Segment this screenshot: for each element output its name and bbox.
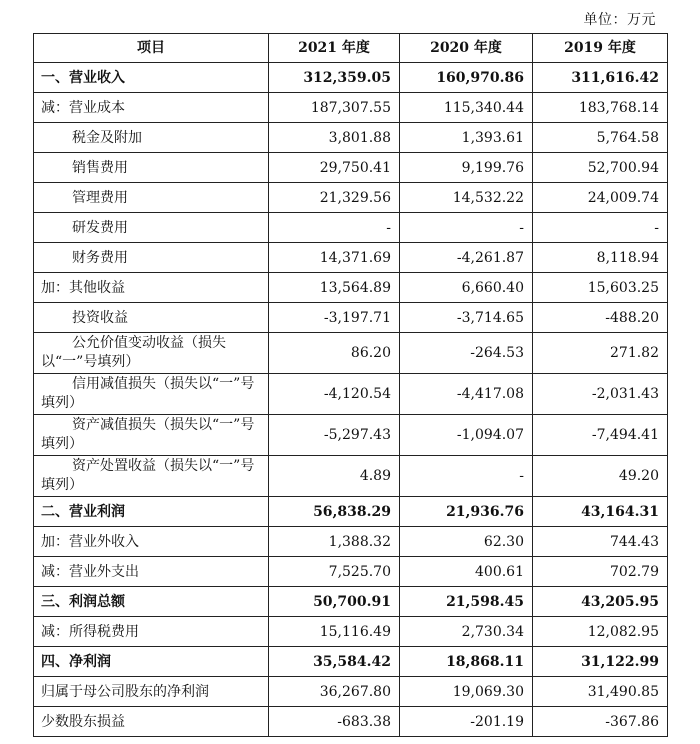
row-label: 加：其他收益 bbox=[34, 273, 269, 303]
value-2019: 31,122.99 bbox=[533, 647, 668, 677]
value-2021: 56,838.29 bbox=[269, 497, 400, 527]
value-2021: 312,359.05 bbox=[269, 63, 400, 93]
row-label: 信用减值损失（损失以“一”号填列） bbox=[34, 374, 269, 415]
row-label: 税金及附加 bbox=[34, 123, 269, 153]
table-row bbox=[34, 183, 668, 213]
value-2020: 19,069.30 bbox=[400, 677, 533, 707]
table-row bbox=[34, 63, 668, 93]
table-row bbox=[34, 415, 668, 456]
value-2019: 24,009.74 bbox=[533, 183, 668, 213]
row-label: 公允价值变动收益（损失以“一”号填列） bbox=[34, 333, 269, 374]
value-2021: 187,307.55 bbox=[269, 93, 400, 123]
table-row bbox=[34, 557, 668, 587]
value-2020: -201.19 bbox=[400, 707, 533, 737]
value-2020: 1,393.61 bbox=[400, 123, 533, 153]
unit-label: 单位：万元 bbox=[583, 12, 656, 28]
table-row bbox=[34, 707, 668, 737]
value-2020: -1,094.07 bbox=[400, 415, 533, 456]
value-2020: - bbox=[400, 456, 533, 497]
row-label: 销售费用 bbox=[34, 153, 269, 183]
table-row bbox=[34, 647, 668, 677]
row-label: 财务费用 bbox=[34, 243, 269, 273]
header-2019: 2019 年度 bbox=[533, 34, 668, 63]
value-2021: 50,700.91 bbox=[269, 587, 400, 617]
value-2021: 21,329.56 bbox=[269, 183, 400, 213]
value-2021: 13,564.89 bbox=[269, 273, 400, 303]
value-2019: 5,764.58 bbox=[533, 123, 668, 153]
value-2020: 18,868.11 bbox=[400, 647, 533, 677]
value-2021: 1,388.32 bbox=[269, 527, 400, 557]
value-2021: 15,116.49 bbox=[269, 617, 400, 647]
table-row bbox=[34, 333, 668, 374]
value-2020: -264.53 bbox=[400, 333, 533, 374]
value-2021: -5,297.43 bbox=[269, 415, 400, 456]
value-2021: 36,267.80 bbox=[269, 677, 400, 707]
row-label: 一、营业收入 bbox=[34, 63, 269, 93]
table-row bbox=[34, 153, 668, 183]
header-2020: 2020 年度 bbox=[400, 34, 533, 63]
row-label: 加：营业外收入 bbox=[34, 527, 269, 557]
value-2019: -367.86 bbox=[533, 707, 668, 737]
value-2020: 14,532.22 bbox=[400, 183, 533, 213]
row-label: 四、净利润 bbox=[34, 647, 269, 677]
value-2019: 43,205.95 bbox=[533, 587, 668, 617]
table-row bbox=[34, 497, 668, 527]
table-row bbox=[34, 617, 668, 647]
value-2021: 7,525.70 bbox=[269, 557, 400, 587]
value-2019: 43,164.31 bbox=[533, 497, 668, 527]
value-2021: 14,371.69 bbox=[269, 243, 400, 273]
value-2020: 400.61 bbox=[400, 557, 533, 587]
value-2019: - bbox=[533, 213, 668, 243]
income-statement-table bbox=[33, 33, 668, 737]
value-2021: 3,801.88 bbox=[269, 123, 400, 153]
value-2019: 15,603.25 bbox=[533, 273, 668, 303]
value-2021: - bbox=[269, 213, 400, 243]
value-2020: 62.30 bbox=[400, 527, 533, 557]
row-label: 资产处置收益（损失以“一”号填列） bbox=[34, 456, 269, 497]
row-label: 减：营业成本 bbox=[34, 93, 269, 123]
table-row bbox=[34, 273, 668, 303]
value-2020: 21,936.76 bbox=[400, 497, 533, 527]
table-row bbox=[34, 374, 668, 415]
value-2020: -4,261.87 bbox=[400, 243, 533, 273]
value-2020: 6,660.40 bbox=[400, 273, 533, 303]
table-row bbox=[34, 243, 668, 273]
row-label: 少数股东损益 bbox=[34, 707, 269, 737]
value-2021: 86.20 bbox=[269, 333, 400, 374]
row-label: 管理费用 bbox=[34, 183, 269, 213]
value-2019: 31,490.85 bbox=[533, 677, 668, 707]
row-label: 研发费用 bbox=[34, 213, 269, 243]
table-row bbox=[34, 93, 668, 123]
value-2019: 8,118.94 bbox=[533, 243, 668, 273]
value-2020: 9,199.76 bbox=[400, 153, 533, 183]
value-2020: 115,340.44 bbox=[400, 93, 533, 123]
value-2019: -7,494.41 bbox=[533, 415, 668, 456]
header-item: 项目 bbox=[34, 34, 269, 63]
value-2019: 744.43 bbox=[533, 527, 668, 557]
table-header-row bbox=[34, 34, 668, 63]
table-row bbox=[34, 303, 668, 333]
value-2020: 2,730.34 bbox=[400, 617, 533, 647]
row-label: 减：营业外支出 bbox=[34, 557, 269, 587]
value-2020: -4,417.08 bbox=[400, 374, 533, 415]
value-2020: 160,970.86 bbox=[400, 63, 533, 93]
row-label: 资产减值损失（损失以“一”号填列） bbox=[34, 415, 269, 456]
value-2019: -488.20 bbox=[533, 303, 668, 333]
header-2021: 2021 年度 bbox=[269, 34, 400, 63]
value-2021: 29,750.41 bbox=[269, 153, 400, 183]
value-2021: 4.89 bbox=[269, 456, 400, 497]
table-row bbox=[34, 123, 668, 153]
row-label: 投资收益 bbox=[34, 303, 269, 333]
value-2020: - bbox=[400, 213, 533, 243]
value-2019: 702.79 bbox=[533, 557, 668, 587]
value-2019: 52,700.94 bbox=[533, 153, 668, 183]
row-label: 二、营业利润 bbox=[34, 497, 269, 527]
value-2021: -3,197.71 bbox=[269, 303, 400, 333]
value-2021: -683.38 bbox=[269, 707, 400, 737]
table-row bbox=[34, 527, 668, 557]
row-label: 减：所得税费用 bbox=[34, 617, 269, 647]
row-label: 三、利润总额 bbox=[34, 587, 269, 617]
value-2019: 49.20 bbox=[533, 456, 668, 497]
value-2019: 271.82 bbox=[533, 333, 668, 374]
table-row bbox=[34, 213, 668, 243]
value-2021: -4,120.54 bbox=[269, 374, 400, 415]
table-row bbox=[34, 587, 668, 617]
table-row bbox=[34, 456, 668, 497]
value-2019: 311,616.42 bbox=[533, 63, 668, 93]
value-2019: -2,031.43 bbox=[533, 374, 668, 415]
value-2019: 183,768.14 bbox=[533, 93, 668, 123]
value-2019: 12,082.95 bbox=[533, 617, 668, 647]
value-2020: 21,598.45 bbox=[400, 587, 533, 617]
value-2021: 35,584.42 bbox=[269, 647, 400, 677]
value-2020: -3,714.65 bbox=[400, 303, 533, 333]
row-label: 归属于母公司股东的净利润 bbox=[34, 677, 269, 707]
table-row bbox=[34, 677, 668, 707]
